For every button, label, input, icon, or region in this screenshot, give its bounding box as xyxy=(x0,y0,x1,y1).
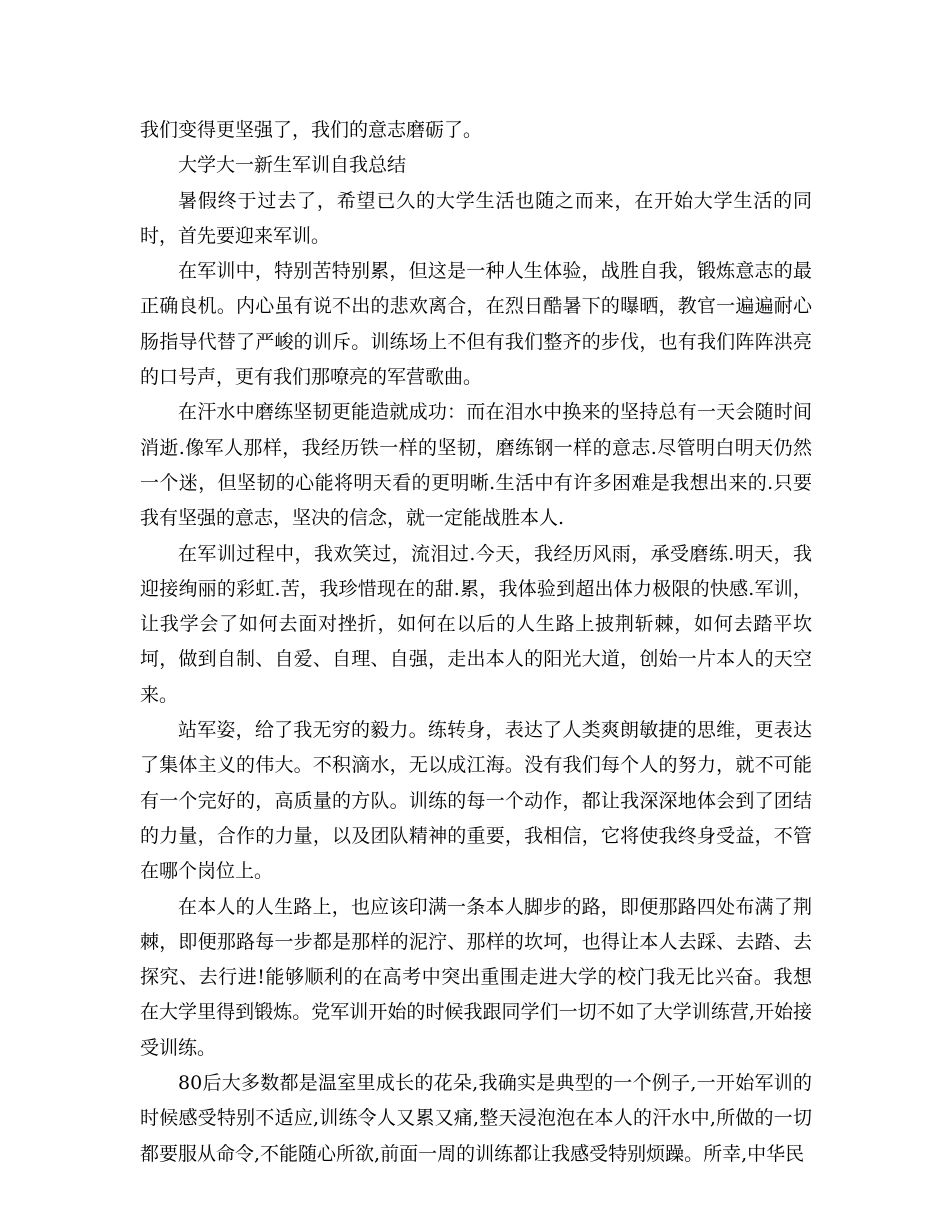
paragraph: 站军姿，给了我无穷的毅力。练转身，表达了人类爽朗敏捷的思维，更表达了集体主义的伟大。不积滴水，无以成江海。没有我们每个人的努力，就不可能有一个完好的，高质量的方队。训练的每一个动作，都让我深深地体会到了团结的力量，合作的力量，以及团队精神的重要，我相信，它将使我终身受益，不管在哪个岗位上。 xyxy=(140,719,812,883)
paragraph: 在军训过程中，我欢笑过，流泪过.今天，我经历风雨，承受磨练.明天，我迎接绚丽的彩虹.苦，我珍惜现在的甜.累，我体验到超出体力极限的快感.军训，让我学会了如何去面对挫折，如何在以后的人生路上披荆斩棘，如何去踏平坎坷，做到自制、自爱、自理、自强，走出本人的阳光大道，创始一片本人的天空来。 xyxy=(140,542,812,706)
paragraph: 暑假终于过去了，希望已久的大学生活也随之而来，在开始大学生活的同时，首先要迎来军训。 xyxy=(140,189,812,247)
paragraph: 在军训中，特别苦特别累，但这是一种人生体验，战胜自我，锻炼意志的最正确良机。内心虽有说不出的悲欢离合，在烈日酷暑下的曝晒，教官一遍遍耐心肠指导代替了严峻的训斥。训练场上不但有我们整齐的步伐，也有我们阵阵洪亮的口号声，更有我们那嘹亮的军营歌曲。 xyxy=(140,260,812,389)
paragraph: 在本人的人生路上，也应该印满一条本人脚步的路，即便那路四处布满了荆棘，即便那路每一步都是那样的泥泞、那样的坎坷，也得让本人去踩、去踏、去探究、去行进!能够顺利的在高考中突出重围走进大学的校门我无比兴奋。我想在大学里得到锻炼。党军训开始的时候我跟同学们一切不如了大学训练营,开始接受训练。 xyxy=(140,895,812,1059)
paragraph-continuation: 我们变得更坚强了，我们的意志磨砺了。 xyxy=(140,119,483,141)
section-title: 大学大一新生军训自我总结 xyxy=(178,154,407,177)
document-body xyxy=(140,113,812,1172)
paragraph: 80后大多数都是温室里成长的花朵,我确实是典型的一个例子,一开始军训的时候感受特别不适应,训练令人又累又痛,整天浸泡泡在本人的汗水中,所做的一切都要服从命令,不能随心所欲,前面一周的训练都让我感受特别烦躁。所幸,中华民 xyxy=(140,1072,812,1165)
paragraph: 在汗水中磨练坚韧更能造就成功：而在泪水中换来的坚持总有一天会随时间消逝.像军人那样，我经历铁一样的坚韧，磨练钢一样的意志.尽管明白明天仍然一个迷，但坚韧的心能将明天看的更明晰.生活中有许多困难是我想出来的.只要我有坚强的意志，坚决的信念，就一定能战胜本人. xyxy=(140,401,812,530)
